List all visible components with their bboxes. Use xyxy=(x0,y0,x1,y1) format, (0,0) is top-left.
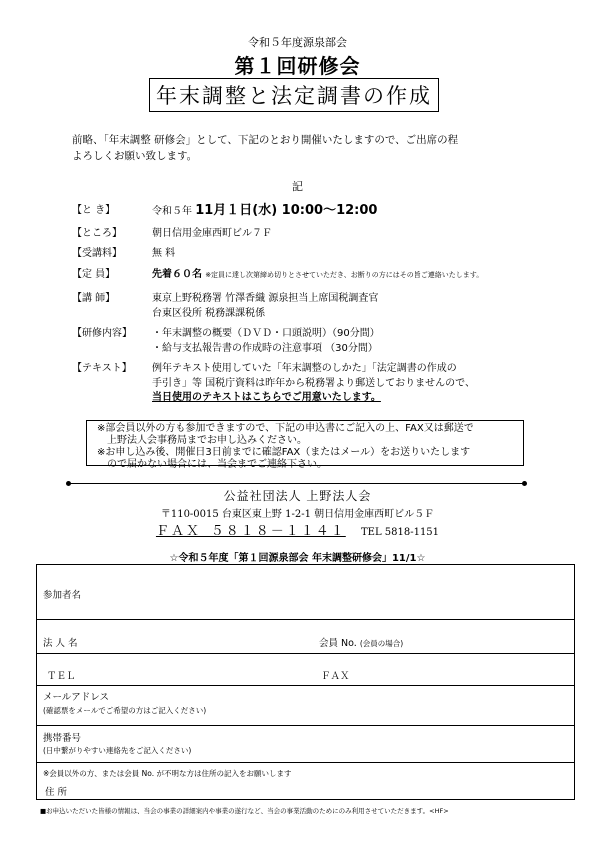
text-line-2: 手引き」等 国税庁資料は昨年から税務署より郵送しておりませんので、 xyxy=(152,377,475,389)
member-no-field[interactable] xyxy=(319,635,403,649)
theme-box xyxy=(149,78,439,112)
org-fax: ＦＡＸ ５８１８－１１４１ xyxy=(155,524,346,539)
header-subtitle: 令和５年度源泉部会 xyxy=(248,36,347,49)
mobile-note: (日中繋がりやすい連絡先をご記入ください) xyxy=(43,746,192,755)
content-label: 【研修内容】 xyxy=(72,328,132,339)
notice-box xyxy=(86,420,524,470)
intro-line-2: よろしくお願い致します。 xyxy=(72,150,198,162)
lecturer-line-2: 台東区役所 税務課課税係 xyxy=(152,307,266,319)
org-contact xyxy=(0,520,595,539)
org-address: 〒110-0015 台東区東上野 1-2-1 朝日信用金庫西町ビル５Ｆ xyxy=(160,509,435,520)
divider-dot-right xyxy=(522,481,527,486)
text-line-3: 当日使用のテキストはこちらでご用意いたします。 xyxy=(152,392,381,403)
intro-line-1: 前略、「年末調整 研修会」として、下記のとおり開催いたしますので、ご出席の程 xyxy=(72,134,459,146)
text-label: 【テキスト】 xyxy=(72,363,132,374)
form-divider xyxy=(37,653,574,654)
detail-lecturer xyxy=(72,292,532,321)
content-item-2: ・給与支払報告書の作成時の注意事項 （30分間） xyxy=(152,342,378,354)
page-title: 第１回研修会 xyxy=(234,54,361,78)
email-field[interactable]: メールアドレス xyxy=(43,692,110,703)
ki-heading: 記 xyxy=(292,180,303,193)
notice-line-3: ※お申し込み後、開催日3日前までに確認FAX（またはメール）をお送りいたします xyxy=(97,447,471,458)
text-line-1: 例年テキスト使用していた「年末調整のしかた」「法定調書の作成の xyxy=(152,363,457,374)
form-divider xyxy=(37,725,574,726)
address-note: ※会員以外の方、または会員 No. が不明な方は住所の記入をお願いします xyxy=(43,769,292,778)
form-divider xyxy=(37,619,574,620)
date-prefix: 令和５年 xyxy=(152,206,192,217)
org-tel: TEL 5818-1151 xyxy=(360,527,440,538)
date-main: 11月１日(水) 10:00～12:00 xyxy=(195,203,378,218)
divider-dot-left xyxy=(66,481,71,486)
lecturer-line-1: 東京上野税務署 竹澤香織 源泉担当上席国税調査官 xyxy=(152,293,379,304)
intro-text xyxy=(72,132,522,164)
notice-line-2: 上野法人会事務局までお申し込みください。 xyxy=(107,435,307,446)
capacity-note: ※定員に達し次第締め切りとさせていただき、お断りの方にはその旨ご連絡いたします。 xyxy=(205,271,484,279)
capacity-value: 先着６０名 xyxy=(152,269,202,280)
lecturer-label: 【講 師】 xyxy=(72,293,116,304)
participant-field[interactable]: 参加者名 xyxy=(43,590,82,601)
detail-capacity xyxy=(72,268,532,283)
application-form xyxy=(36,564,575,800)
member-no-label: 会員 No. xyxy=(319,638,357,649)
form-title: ☆令和５年度「第１回源泉部会 年末調整研修会」11/1☆ xyxy=(169,553,426,564)
fax-field[interactable]: ＦＡＸ xyxy=(321,671,350,682)
fee-label: 【受講料】 xyxy=(72,248,122,259)
detail-fee xyxy=(72,247,532,262)
place-value: 朝日信用金庫西町ビル７Ｆ xyxy=(152,228,272,239)
address-field[interactable]: 住 所 xyxy=(45,787,68,798)
detail-content xyxy=(72,327,532,356)
tel-field[interactable]: ＴＥＬ xyxy=(47,671,76,682)
divider xyxy=(68,483,525,484)
content-item-1: ・年末調整の概要（ＤＶＤ・口頭説明）（90分間） xyxy=(152,328,380,339)
footer-note: ■お申込いただいた皆様の情報は、当会の事業の詳細案内や事業の遂行など、当会の事業活動のためにのみ利用させていただきます。<HF> xyxy=(40,807,449,815)
notice-line-4: ので届かない場合には、当会までご連絡下さい。 xyxy=(107,459,327,470)
form-divider xyxy=(37,685,574,686)
form-divider xyxy=(37,762,574,763)
notice-line-1: ※部会員以外の方も参加できますので、下記の申込書にご記入の上、FAX又は郵送で xyxy=(97,423,474,434)
detail-text xyxy=(72,362,532,406)
detail-date xyxy=(72,204,532,220)
theme-title: 年末調整と法定調書の作成 xyxy=(156,84,432,108)
place-label: 【ところ】 xyxy=(72,228,122,239)
org-name: 公益社団法人 上野法人会 xyxy=(223,489,372,503)
corp-name-field[interactable]: 法 人 名 xyxy=(43,638,78,649)
capacity-label: 【定 員】 xyxy=(72,269,116,280)
detail-place xyxy=(72,227,532,242)
email-note: (確認票をメールでご希望の方はご記入ください) xyxy=(43,706,207,715)
fee-value: 無 料 xyxy=(152,248,176,259)
member-no-note: (会員の場合) xyxy=(359,639,404,648)
date-label: 【と き】 xyxy=(72,205,116,216)
mobile-field[interactable]: 携帯番号 xyxy=(43,733,82,744)
